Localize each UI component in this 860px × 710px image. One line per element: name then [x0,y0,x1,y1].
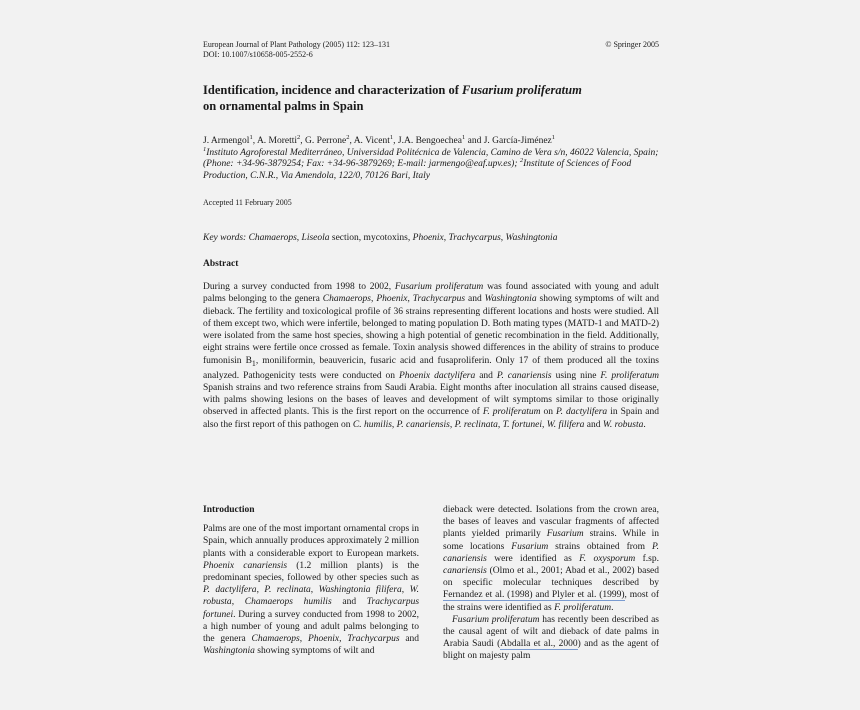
keywords: Key words: Chamaerops, Liseola section, mycotoxins, Phoenix, Trachycarpus, Washingtonia [203,233,558,243]
abstract-heading: Abstract [203,259,239,269]
paper-title: Identification, incidence and characterization of Fusarium proliferatum on ornamental palms in Spain [203,83,582,113]
author-block [203,133,659,182]
intro-paragraph-cont: dieback were detected. Isolations from the crown area, the bases of leaves and vascular fragments of affected plants yielded primarily Fusarium strains. While in some locations Fusarium strains obtained from P. canariensis were identified as F. oxysporum f.sp. canariensis (Olmo et al., 2001; Abad et al., 2002) based on specific molecular techniques described by Fernandez et al. (1998) and Plyler et al. (1999), most of the strains were identified as F. proliferatum. [443,505,659,613]
abstract-text: During a survey conducted from 1998 to 2002, Fusarium proliferatum was found associated with young and adult palms belonging to the genera Chamaerops, Phoenix, Trachycarpus and Washingtonia showing symptoms of wilt and dieback. The fertility and toxicological profile of 36 strains representing different locations and hosts were studied. All of them except two, which were infertile, belonged to mating population D. Both mating types (MATD-1 and MATD-2) were isolated from the same host species, showing a high potential of genetic recombination in the field. Additionally, eight strains were fertile once crossed as female. Toxin analysis showed differences in the ability of strains to produce fumonisin $B_1$, moniliformin, beauvericin, fusaric acid and fusaproliferin. Only 17 of them produced all the toxins analyzed. Pathogenicity tests were conducted on Phoenix dactylifera and P. canariensis using nine F. proliferatum Spanish strains and two reference strains from Saudi Arabia. Eight months after inoculation all strains caused disease, with palms showing lesions on the bases of leaves and development of wilt symptoms similar to those originally observed in affected plants. This is the first report on the occurrence of F. proliferatum on P. dactylifera in Spain and also the first report of this pathogen on C. humilis, P. canariensis, P. reclinata, T. fortunei, W. filifera and W. robusta. [203,282,660,430]
introduction-heading: Introduction [203,505,255,515]
journal-header [203,40,659,60]
citation-link-fernandez[interactable]: Fernandez et al. (1998) and Plyler et al. (1999) [443,590,625,601]
intro-paragraph-2: Fusarium proliferatum has recently been described as the causal agent of wilt and dieback of date palms in Arabia Saudi (Abdalla et al., 2000) and as the agent of blight on majesty palm [443,614,659,662]
accepted-date: Accepted 11 February 2005 [203,198,292,207]
citation-link-abdalla[interactable]: Abdalla et al., 2000 [500,639,578,650]
intro-column-right [443,504,659,663]
copyright: © Springer 2005 [605,40,659,49]
affiliations: $^1$Instituto Agroforestal Mediterráneo, Universidad Politécnica de Valencia, Camino de Vera s/n, 46022 Valencia, Spain; (Phone: +34-96-3879254; Fax: +34-96-3879269; E-mail: jarmengo@eaf.upv.es); $^2$Institute of Sciences of Food Production, C.N.R., Via Amendola, 122/0, 70126 Bari, Italy [203,145,659,181]
doi: DOI: 10.1007/s10658-005-2552-6 [203,50,313,59]
author-list: J. Armengol$^1$, A. Moretti$^2$, G. Perrone$^2$, A. Vicent$^1$, J.A. Bengoechea$^1$ and J. García-Jiménez$^1$ [203,133,556,146]
journal-citation: European Journal of Plant Pathology (2005) 112: 123–131 [203,40,391,49]
intro-paragraph: Palms are one of the most important ornamental crops in Spain, which annually produces approximately 2 million plants with a considerable export to European markets. Phoenix canariensis (1.2 million plants) is the predominant species, followed by other species such as P. dactylifera, P. reclinata, Washingtonia filifera, W. robusta, Chamaerops humilis and Trachycarpus fortunei. During a survey conducted from 1998 to 2002, a high number of young and adult palms belonging to the genera Chamaerops, Phoenix, Trachycarpus and Washingtonia showing symptoms of wilt and [203,524,420,657]
intro-column-left [203,504,419,657]
